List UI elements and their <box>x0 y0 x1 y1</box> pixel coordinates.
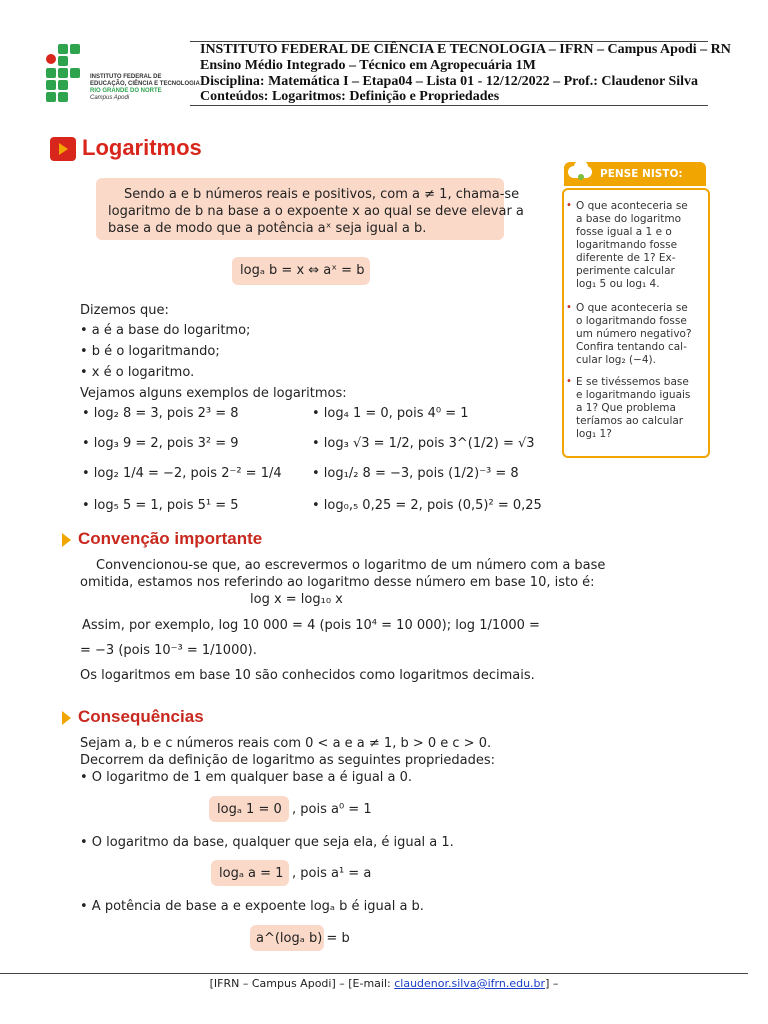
convencao-line4: = −3 (pois 10⁻³ = 1/1000). <box>80 643 257 658</box>
section-play-icon <box>50 137 76 161</box>
definition-line1: Sendo a e b números reais e positivos, com a ≠ 1, chama-se <box>124 187 520 202</box>
sidebar-q3-line: teríamos ao calcular <box>576 415 684 427</box>
header-rule-bottom <box>190 105 708 106</box>
consequencias-line1: Sejam a, b e c números reais com 0 < a e a ≠ 1, b > 0 e c > 0. <box>80 736 492 751</box>
cloud-icon <box>566 158 596 180</box>
definition-line2: logaritmo de b na base a o expoente x ao qual se deve elevar a <box>108 204 524 219</box>
logo-square <box>46 68 56 78</box>
logo-square <box>58 44 68 54</box>
convencao-arrow-icon <box>62 533 71 547</box>
convencao-line1: Convencionou-se que, ao escrevermos o logaritmo de um número com a base <box>96 558 606 573</box>
bullet: • <box>566 200 572 211</box>
footer <box>0 977 768 990</box>
logo-line3: RIO GRANDE DO NORTE <box>90 88 162 94</box>
definition-line3: base a de modo que a potência aˣ seja igual a b. <box>108 221 427 236</box>
sidebar-q3-line: E se tivéssemos base <box>576 376 689 388</box>
bullet: • <box>566 376 572 387</box>
pense-nisto-title: PENSE NISTO: <box>600 168 683 180</box>
property-1-reason: , pois a⁰ = 1 <box>292 802 372 817</box>
sidebar-q1-line: O que aconteceria se <box>576 200 688 212</box>
consequencias-title: Consequências <box>78 707 204 726</box>
example-right: • log₃ √3 = 1/2, pois 3^(1/2) = √3 <box>312 436 535 451</box>
logo-red-dot <box>46 54 56 64</box>
footer-email-link[interactable]: claudenor.silva@ifrn.edu.br <box>394 977 546 990</box>
consequencias-line2: Decorrem da definição de logaritmo as seguintes propriedades: <box>80 753 495 768</box>
sidebar-q1-line: logaritmando fosse <box>576 239 678 251</box>
footer-suffix: ] – <box>545 977 559 990</box>
logo-line1: INSTITUTO FEDERAL DE <box>90 74 162 80</box>
sidebar-q2-line: o logaritmando fosse <box>576 315 687 327</box>
footer-prefix: [IFRN – Campus Apodi] – [E-mail: <box>209 977 395 990</box>
header-institution: INSTITUTO FEDERAL DE CIÊNCIA E TECNOLOGIA – IFRN – Campus Apodi – RN <box>200 42 731 57</box>
sidebar-q2-line: cular log₂ (−4). <box>576 354 656 366</box>
convencao-title: Convenção importante <box>78 529 263 548</box>
example-right: • log₄ 1 = 0, pois 4⁰ = 1 <box>312 406 469 421</box>
header-discipline: Disciplina: Matemática I – Etapa04 – Lista 01 - 12/12/2022 – Prof.: Claudenor Silva <box>200 74 699 89</box>
sidebar-q1-line: log₁ 5 ou log₁ 4. <box>576 278 660 290</box>
property-2-reason: , pois a¹ = a <box>292 866 372 881</box>
property-2-text: • O logaritmo da base, qualquer que seja ela, é igual a 1. <box>80 835 454 850</box>
sidebar-q1-line: fosse igual a 1 e o <box>576 226 672 238</box>
example-left: • log₃ 9 = 2, pois 3² = 9 <box>82 436 239 451</box>
bullet: • <box>566 302 572 313</box>
sidebar-q2-line: Confira tentando cal- <box>576 341 687 353</box>
ifrn-logo <box>46 44 200 108</box>
section-title: Logaritmos <box>82 135 202 160</box>
logo-square <box>58 92 68 102</box>
example-left: • log₅ 5 = 1, pois 5¹ = 5 <box>82 498 239 513</box>
property-1-text: • O logaritmo de 1 em qualquer base a é igual a 0. <box>80 770 413 785</box>
logo-square <box>70 44 80 54</box>
property-3-formula: a^(logₐ b) = b <box>256 931 350 946</box>
logo-square <box>58 56 68 66</box>
property-3-text: • A potência de base a e expoente logₐ b é igual a b. <box>80 899 424 914</box>
dizemos-intro: Dizemos que: <box>80 303 169 318</box>
sidebar-q1-line: perimente calcular <box>576 265 675 277</box>
example-left: • log₂ 1/4 = −2, pois 2⁻² = 1/4 <box>82 466 282 481</box>
logo-square <box>70 68 80 78</box>
property-1-formula: logₐ 1 = 0 <box>217 802 282 817</box>
example-right: • log₁/₂ 8 = −3, pois (1/2)⁻³ = 8 <box>312 466 519 481</box>
logo-line4: Campus Apodi <box>90 95 130 101</box>
sidebar-q2-line: um número negativo? <box>576 328 692 340</box>
property-2-formula: logₐ a = 1 <box>219 866 284 881</box>
logo-square <box>58 68 68 78</box>
sidebar-q1-line: a base do logaritmo <box>576 213 682 225</box>
footer-rule <box>0 973 748 974</box>
logo-square <box>46 92 56 102</box>
logo-line2: EDUCAÇÃO, CIÊNCIA E TECNOLOGIA <box>90 81 200 87</box>
logo-square <box>46 80 56 90</box>
definition-formula: logₐ b = x ⇔ aˣ = b <box>240 263 365 278</box>
sidebar-q3-line: e logaritmando iguais <box>576 389 691 401</box>
logo-square <box>58 80 68 90</box>
convencao-line3: Assim, por exemplo, log 10 000 = 4 (pois 10⁴ = 10 000); log 1/1000 = <box>82 618 540 633</box>
convencao-line5: Os logaritmos em base 10 são conhecidos como logaritmos decimais. <box>80 668 535 683</box>
convencao-line2: omitida, estamos nos referindo ao logaritmo desse número em base 10, isto é: <box>80 575 595 590</box>
dizemos-item: • a é a base do logaritmo; <box>80 323 251 338</box>
sidebar-q2-line: O que aconteceria se <box>576 302 688 314</box>
dizemos-item: • x é o logaritmo. <box>80 365 195 380</box>
example-left: • log₂ 8 = 3, pois 2³ = 8 <box>82 406 239 421</box>
sidebar-q3-line: a 1? Que problema <box>576 402 676 414</box>
sidebar-q1-line: diferente de 1? Ex- <box>576 252 676 264</box>
consequencias-arrow-icon <box>62 711 71 725</box>
example-right: • log₀,₅ 0,25 = 2, pois (0,5)² = 0,25 <box>312 498 542 513</box>
examples-intro: Vejamos alguns exemplos de logaritmos: <box>80 386 347 401</box>
header-contents: Conteúdos: Logaritmos: Definição e Propriedades <box>200 89 500 104</box>
dizemos-item: • b é o logaritmando; <box>80 344 220 359</box>
sidebar-q3-line: log₁ 1? <box>576 428 612 440</box>
header-course: Ensino Médio Integrado – Técnico em Agropecuária 1M <box>200 58 536 73</box>
convencao-formula: log x = log₁₀ x <box>250 592 343 607</box>
